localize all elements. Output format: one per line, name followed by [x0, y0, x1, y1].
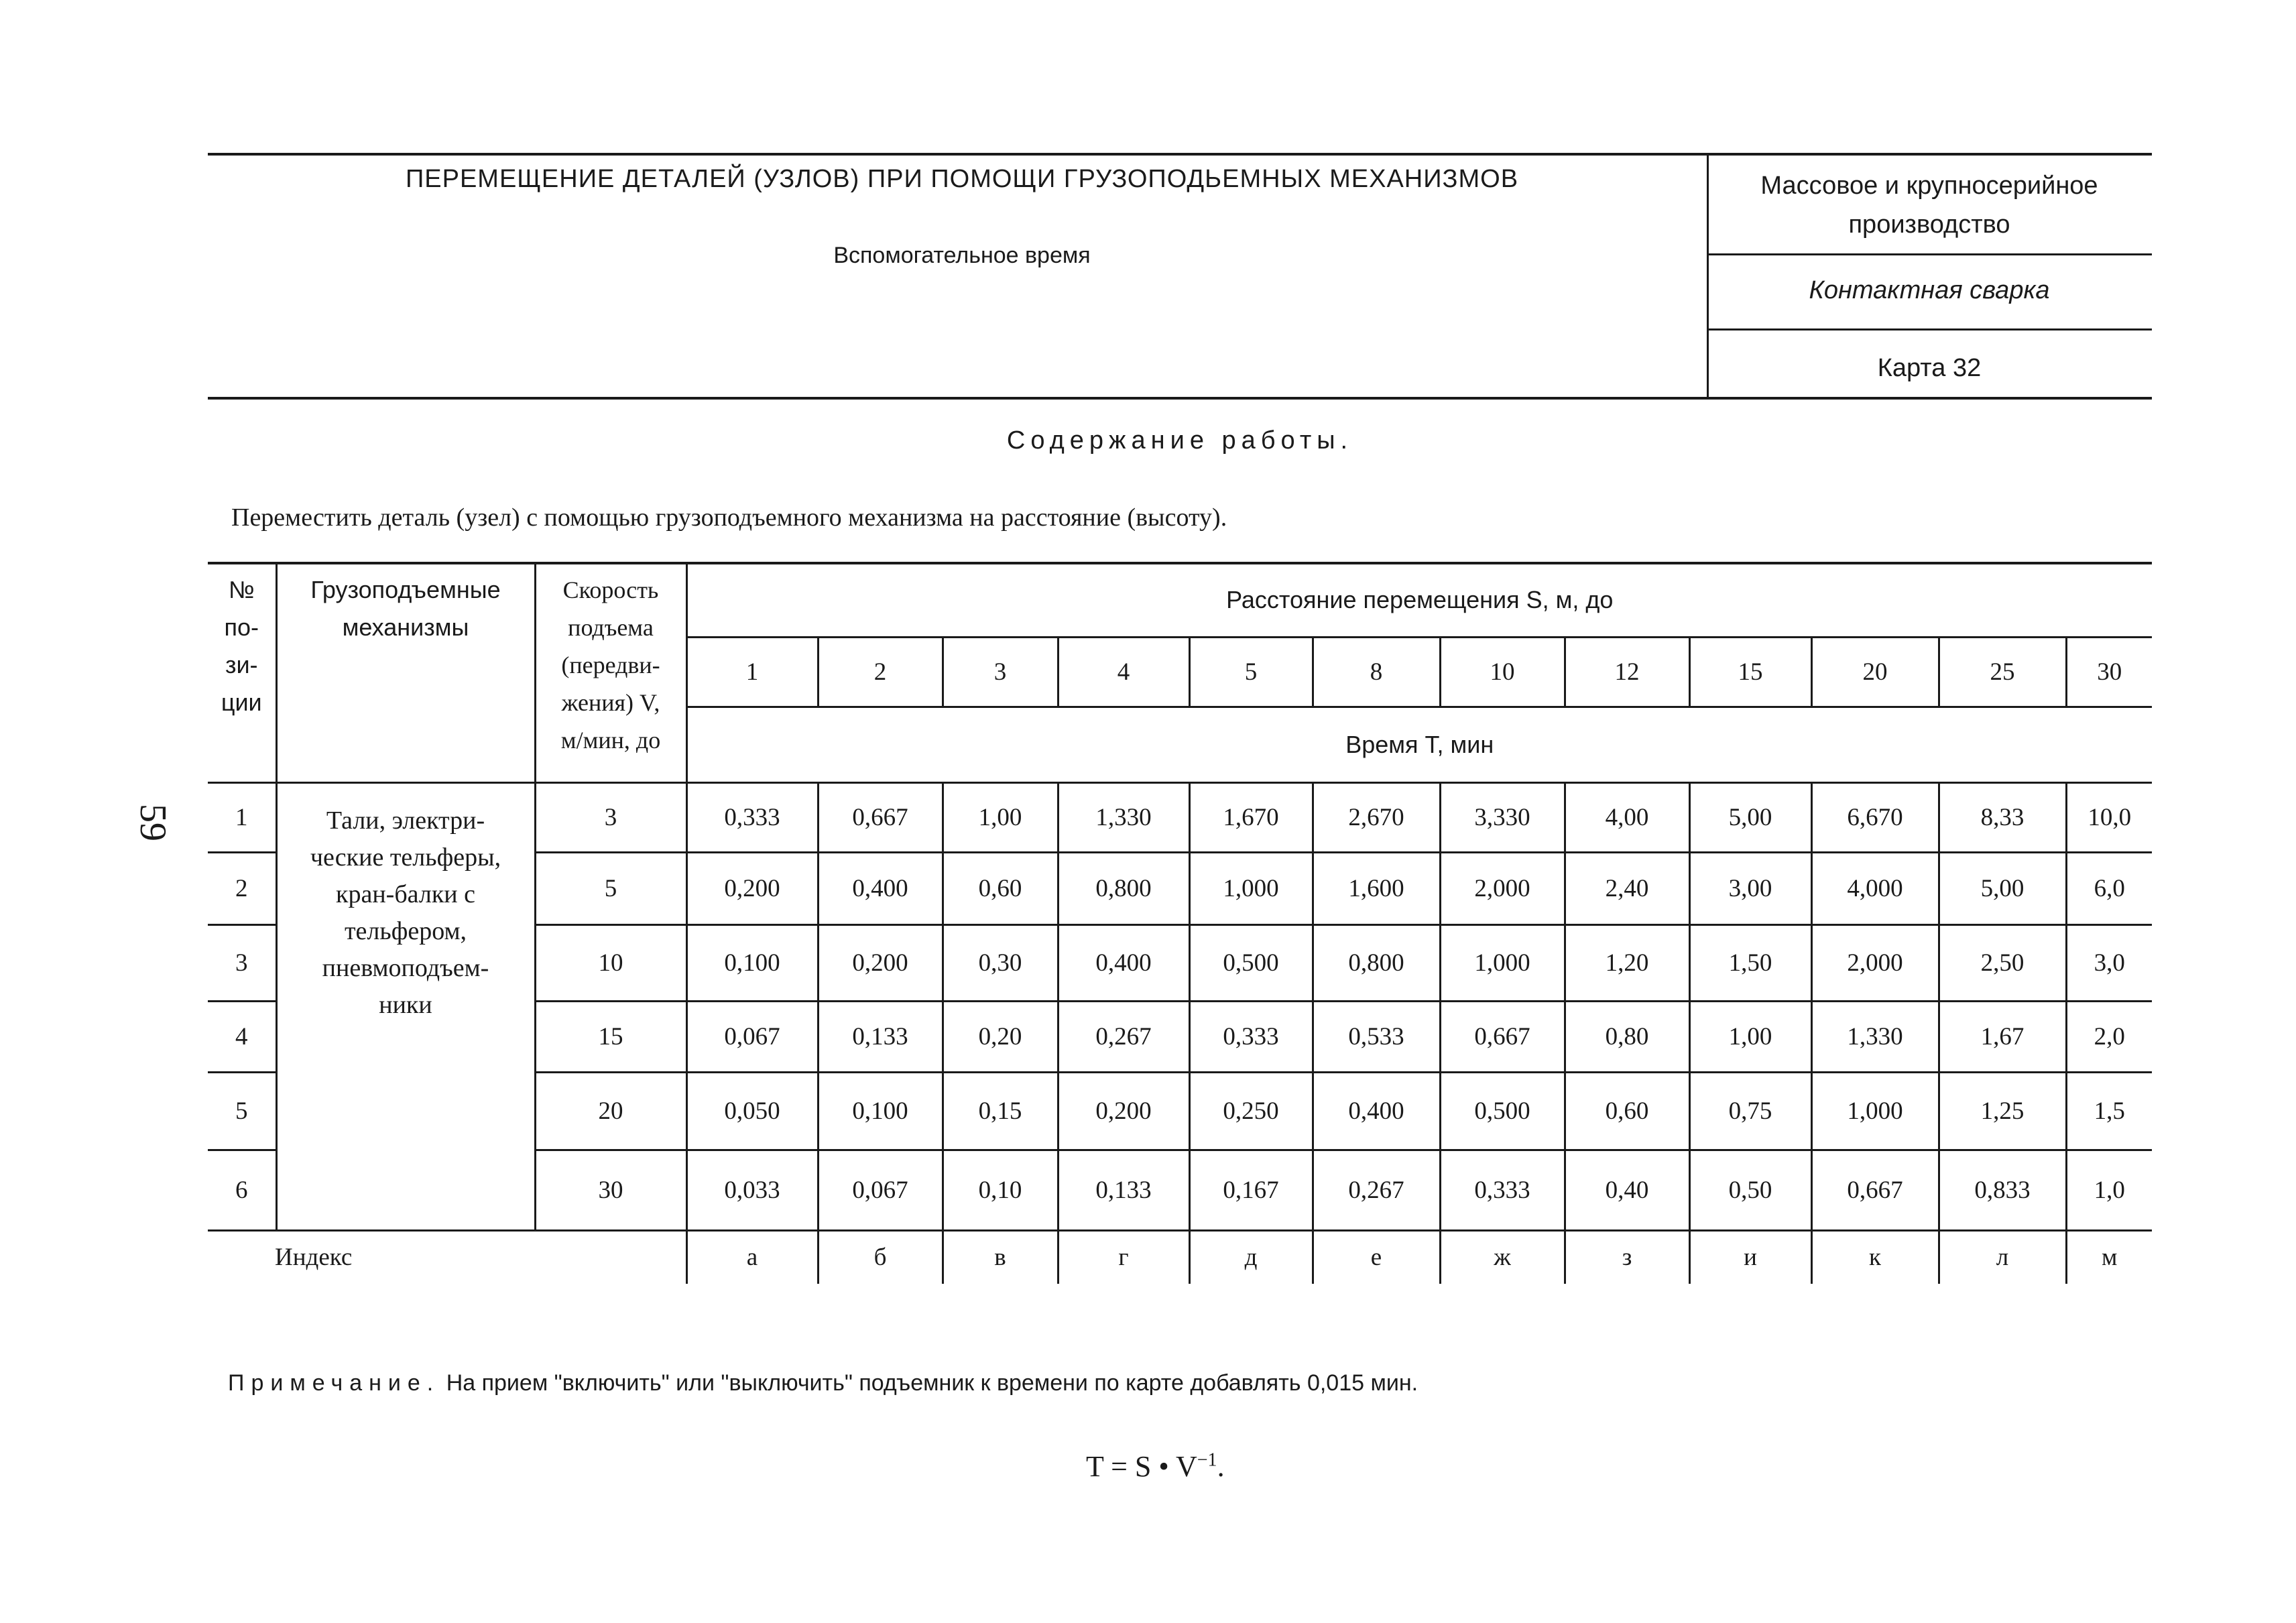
- time-cell: 0,200: [818, 924, 943, 1001]
- header-top-rule: [208, 153, 2152, 156]
- time-cell: 1,00: [943, 782, 1058, 852]
- content-heading: Содержание работы.: [1006, 426, 1353, 455]
- position-number: 3: [208, 924, 276, 1001]
- index-cell: д: [1189, 1230, 1313, 1284]
- time-cell: 0,80: [1565, 1001, 1689, 1072]
- note-text: На прием "включить" или "выключить" подъемник к времени по карте добавлять 0,015 мин.: [446, 1370, 1418, 1396]
- card-number: Карта 32: [1877, 354, 1982, 382]
- distance-30: 30: [2066, 637, 2152, 707]
- time-cell: 0,20: [943, 1001, 1058, 1072]
- index-cell: б: [818, 1230, 943, 1284]
- time-cell: 0,667: [1440, 1001, 1565, 1072]
- distance-header: Расстояние перемещения S, м, до: [686, 563, 2152, 637]
- index-row: [208, 1230, 2152, 1284]
- position-number: 2: [208, 852, 276, 924]
- time-cell: 3,0: [2066, 924, 2152, 1001]
- page-number: 59: [132, 804, 174, 841]
- time-cell: 5,00: [1689, 782, 1811, 852]
- time-cell: 1,670: [1189, 782, 1313, 852]
- time-cell: 1,00: [1689, 1001, 1811, 1072]
- time-cell: 0,60: [943, 852, 1058, 924]
- speed-column-header: Скорость подъема (передви- жения) V, м/мин, до: [535, 563, 686, 782]
- speed-value: 10: [535, 924, 686, 1001]
- index-cell: в: [943, 1230, 1058, 1284]
- position-number: 5: [208, 1072, 276, 1150]
- time-cell: 0,200: [1058, 1072, 1189, 1150]
- speed-value: 20: [535, 1072, 686, 1150]
- header-bottom-rule: [208, 397, 2152, 400]
- distance-5: 5: [1189, 637, 1313, 707]
- speed-value: 3: [535, 782, 686, 852]
- time-cell: 0,133: [1058, 1150, 1189, 1230]
- time-header: Время Т, мин: [686, 707, 2152, 782]
- time-cell: 1,000: [1811, 1072, 1939, 1150]
- index-cell: л: [1939, 1230, 2066, 1284]
- index-cell: з: [1565, 1230, 1689, 1284]
- time-cell: 0,400: [818, 852, 943, 924]
- side-rule-2: [1707, 328, 2152, 330]
- distance-10: 10: [1440, 637, 1565, 707]
- time-cell: 0,067: [818, 1150, 943, 1230]
- time-cell: 0,30: [943, 924, 1058, 1001]
- note: [228, 1370, 1418, 1396]
- index-cell: м: [2066, 1230, 2152, 1284]
- time-table: [208, 562, 2152, 1284]
- index-cell: и: [1689, 1230, 1811, 1284]
- process-name: Контактная сварка: [1809, 276, 2050, 304]
- production-type: [1708, 166, 2151, 244]
- index-cell: г: [1058, 1230, 1189, 1284]
- production-line1: Массовое и крупносерийное: [1760, 172, 2098, 200]
- time-cell: 0,267: [1313, 1150, 1440, 1230]
- formula: T = S • $V^{-1}$.: [1086, 1449, 1225, 1483]
- document-subtitle: Вспомогательное время: [833, 243, 1091, 268]
- mechanism-column-header: Грузоподъемные механизмы: [276, 563, 535, 782]
- time-cell: 0,800: [1313, 924, 1440, 1001]
- table-row: [208, 782, 2152, 852]
- distance-15: 15: [1689, 637, 1811, 707]
- time-cell: 2,50: [1939, 924, 2066, 1001]
- time-cell: 0,333: [1189, 1001, 1313, 1072]
- time-cell: 0,100: [818, 1072, 943, 1150]
- time-cell: 0,067: [686, 1001, 818, 1072]
- time-cell: 1,20: [1565, 924, 1689, 1001]
- time-cell: 1,330: [1811, 1001, 1939, 1072]
- distance-20: 20: [1811, 637, 1939, 707]
- time-cell: 2,670: [1313, 782, 1440, 852]
- time-cell: 0,40: [1565, 1150, 1689, 1230]
- position-number: 1: [208, 782, 276, 852]
- time-cell: 0,333: [686, 782, 818, 852]
- time-cell: 0,800: [1058, 852, 1189, 924]
- time-cell: 2,0: [2066, 1001, 2152, 1072]
- time-cell: 1,600: [1313, 852, 1440, 924]
- note-prefix: Примечание.: [228, 1370, 440, 1396]
- index-cell: а: [686, 1230, 818, 1284]
- task-description: Переместить деталь (узел) с помощью грузоподъемного механизма на расстояние (высоту).: [231, 503, 1227, 532]
- speed-value: 30: [535, 1150, 686, 1230]
- time-cell: 6,670: [1811, 782, 1939, 852]
- time-cell: 0,400: [1313, 1072, 1440, 1150]
- time-cell: 0,050: [686, 1072, 818, 1150]
- time-cell: 6,0: [2066, 852, 2152, 924]
- time-cell: 0,500: [1189, 924, 1313, 1001]
- position-column-header: № по- зи- ции: [208, 563, 276, 782]
- time-cell: 0,167: [1189, 1150, 1313, 1230]
- distance-1: 1: [686, 637, 818, 707]
- position-number: 4: [208, 1001, 276, 1072]
- time-cell: 0,533: [1313, 1001, 1440, 1072]
- time-cell: 0,667: [818, 782, 943, 852]
- time-cell: 4,000: [1811, 852, 1939, 924]
- time-cell: 8,33: [1939, 782, 2066, 852]
- formula-body: T = S • V: [1086, 1450, 1197, 1483]
- time-cell: 3,00: [1689, 852, 1811, 924]
- time-cell: 1,0: [2066, 1150, 2152, 1230]
- time-cell: 0,833: [1939, 1150, 2066, 1230]
- time-cell: 1,5: [2066, 1072, 2152, 1150]
- time-cell: 0,100: [686, 924, 818, 1001]
- time-cell: 0,400: [1058, 924, 1189, 1001]
- time-cell: 1,25: [1939, 1072, 2066, 1150]
- production-line2: производство: [1848, 211, 2010, 239]
- position-number: 6: [208, 1150, 276, 1230]
- time-cell: 2,000: [1811, 924, 1939, 1001]
- time-cell: 10,0: [2066, 782, 2152, 852]
- distance-3: 3: [943, 637, 1058, 707]
- formula-exponent: −1: [1197, 1449, 1217, 1471]
- distance-4: 4: [1058, 637, 1189, 707]
- time-cell: 0,333: [1440, 1150, 1565, 1230]
- time-cell: 0,60: [1565, 1072, 1689, 1150]
- time-cell: 1,330: [1058, 782, 1189, 852]
- time-cell: 1,67: [1939, 1001, 2066, 1072]
- distance-2: 2: [818, 637, 943, 707]
- time-cell: 0,267: [1058, 1001, 1189, 1072]
- time-cell: 0,667: [1811, 1150, 1939, 1230]
- time-cell: 2,40: [1565, 852, 1689, 924]
- side-rule-1: [1707, 253, 2152, 255]
- time-cell: 1,000: [1440, 924, 1565, 1001]
- time-cell: 3,330: [1440, 782, 1565, 852]
- document-title: ПЕРЕМЕЩЕНИЕ ДЕТАЛЕЙ (УЗЛОВ) ПРИ ПОМОЩИ ГРУЗОПОДЬЕМНЫХ МЕХАНИЗМОВ: [405, 165, 1519, 193]
- index-cell: к: [1811, 1230, 1939, 1284]
- time-cell: 1,000: [1189, 852, 1313, 924]
- time-cell: 2,000: [1440, 852, 1565, 924]
- distance-12: 12: [1565, 637, 1689, 707]
- distance-25: 25: [1939, 637, 2066, 707]
- time-cell: 0,50: [1689, 1150, 1811, 1230]
- time-cell: 1,50: [1689, 924, 1811, 1001]
- speed-value: 15: [535, 1001, 686, 1072]
- time-cell: 0,033: [686, 1150, 818, 1230]
- speed-value: 5: [535, 852, 686, 924]
- time-cell: 0,500: [1440, 1072, 1565, 1150]
- distance-8: 8: [1313, 637, 1440, 707]
- time-cell: 0,133: [818, 1001, 943, 1072]
- time-cell: 0,200: [686, 852, 818, 924]
- index-label: Индекс: [275, 1244, 353, 1272]
- time-cell: 0,10: [943, 1150, 1058, 1230]
- time-cell: 0,250: [1189, 1072, 1313, 1150]
- time-cell: 4,00: [1565, 782, 1689, 852]
- time-cell: 5,00: [1939, 852, 2066, 924]
- header-row-1: [208, 563, 2152, 637]
- index-cell: ж: [1440, 1230, 1565, 1284]
- index-cell: е: [1313, 1230, 1440, 1284]
- time-cell: 0,75: [1689, 1072, 1811, 1150]
- mechanism-description: Тали, электри- ческие тельферы, кран-балки с тельфером, пневмоподъем- ники: [276, 782, 535, 1230]
- time-cell: 0,15: [943, 1072, 1058, 1150]
